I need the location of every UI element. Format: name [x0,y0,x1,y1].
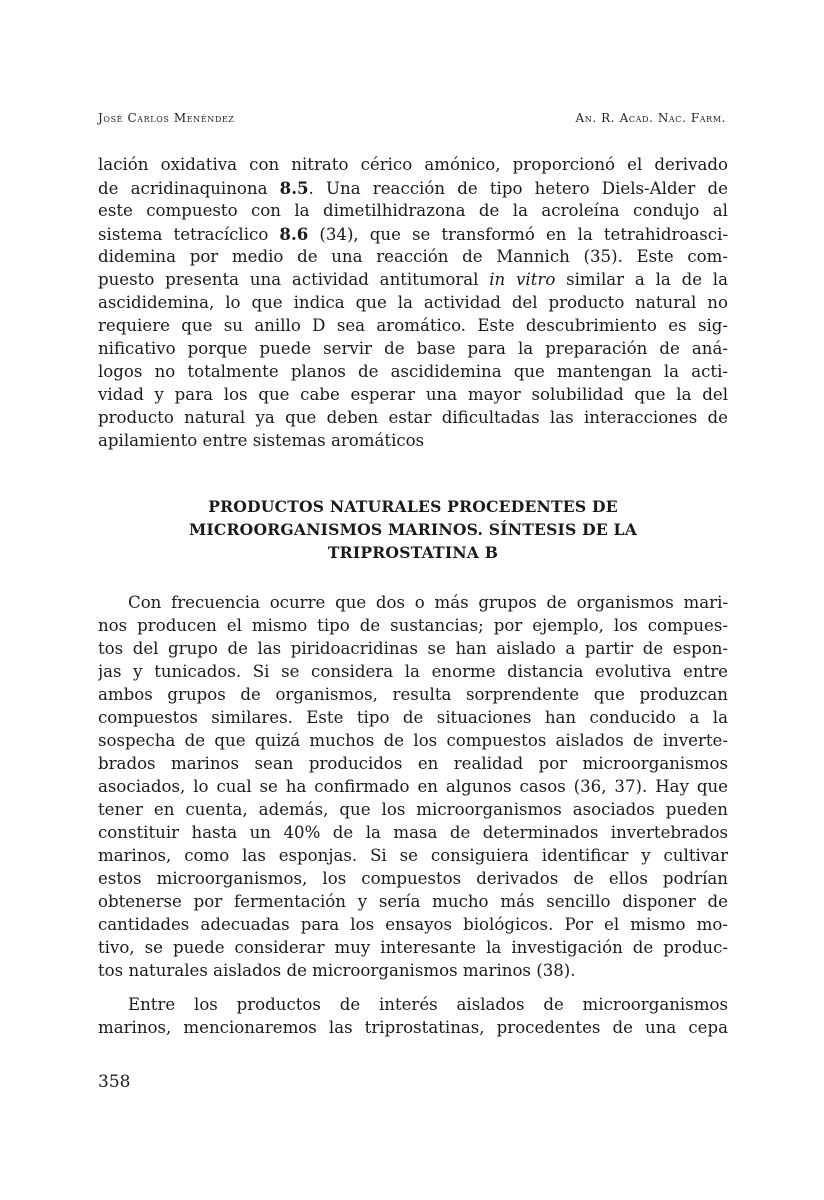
text-run: (34), que se transformó en la tetrahidroasci- [308,225,728,244]
paragraph-line: asociados, lo cual se ha confirmado en algunos casos (36, 37). Hay que [98,777,728,796]
paragraph-line: sospecha de que quizá muchos de los compuestos aislados de inverte- [98,731,728,750]
paragraph-line: tos naturales aislados de microorganismos marinos (38). [98,961,576,980]
paragraph-line: marinos, mencionaremos las triprostatinas, procedentes de una cepa [98,1018,728,1037]
paragraph-line: nos producen el mismo tipo de sustancias; por ejemplo, los compues- [98,616,728,635]
compound-number: 8.6 [279,224,309,244]
text-run: similar a la de la [555,270,728,289]
text-run: puesto presenta una actividad antitumoral [98,270,490,289]
running-head-journal: An. R. Acad. Nac. Farm. [575,111,726,125]
paragraph-line [98,177,728,199]
running-head-author: José Carlos Menéndez [98,111,235,125]
paragraph-line: nificativo porque puede servir de base para la preparación de aná- [98,339,728,358]
paragraph-line: producto natural ya que deben estar dificultadas las interacciones de [98,408,728,427]
paragraph-line: apilamiento entre sistemas aromáticos [98,431,425,450]
compound-number: 8.5 [279,178,309,198]
paragraph-line: Con frecuencia ocurre que dos o más grupos de organismos mari- [128,593,728,612]
paragraph-line [98,269,728,291]
paragraph-line: logos no totalmente planos de ascididemina que mantengan la acti- [98,362,728,381]
paragraph-line: tos del grupo de las piridoacridinas se han aislado a partir de espon- [98,639,728,658]
paragraph-line: vidad y para los que cabe esperar una mayor solubilidad que la del [98,385,728,404]
paragraph-line: constituir hasta un 40% de la masa de determinados invertebrados [98,823,728,842]
paragraph-line: ascididemina, lo que indica que la actividad del producto natural no [98,293,728,312]
section-heading-line: PRODUCTOS NATURALES PROCEDENTES DE [208,497,618,516]
text-run: . Una reacción de tipo hetero Diels-Alder de [308,179,728,198]
paragraph-line: tivo, se puede considerar muy interesante la investigación de produc- [98,938,728,957]
paragraph-line: cantidades adecuadas para los ensayos biológicos. Por el mismo mo- [98,915,728,934]
paragraph-line: este compuesto con la dimetilhidrazona de la acroleína condujo al [98,201,728,220]
page-number: 358 [98,1072,131,1092]
paragraph-line: lación oxidativa con nitrato cérico amónico, proporcionó el derivado [98,155,728,174]
paragraph-line: ambos grupos de organismos, resulta sorprendente que produzcan [98,685,728,704]
text-run: sistema tetracíclico [98,225,280,244]
paragraph-line: jas y tunicados. Si se considera la enorme distancia evolutiva entre [98,662,728,681]
paragraph-line: marinos, como las esponjas. Si se consiguiera identificar y cultivar [98,846,728,865]
paragraph-line: didemina por medio de una reacción de Mannich (35). Este com- [98,247,728,266]
paragraph-line: obtenerse por fermentación y sería mucho más sencillo disponer de [98,892,728,911]
paragraph-line [98,223,728,245]
paragraph-line: estos microorganismos, los compuestos derivados de ellos podrían [98,869,728,888]
text-run: de acridinaquinona [98,179,280,198]
italic-term: in vitro [489,270,556,289]
paragraph-line: requiere que su anillo D sea aromático. Este descubrimiento es sig- [98,316,728,335]
paragraph-line: compuestos similares. Este tipo de situaciones han conducido a la [98,708,728,727]
section-heading-line: TRIPROSTATINA B [327,543,499,562]
paragraph-line: Entre los productos de interés aislados de microorganismos [128,995,728,1014]
paragraph-line: tener en cuenta, además, que los microorganismos asociados pueden [98,800,728,819]
paragraph-line: brados marinos sean producidos en realidad por microorganismos [98,754,728,773]
section-heading-line: MICROORGANISMOS MARINOS. SÍNTESIS DE LA [188,520,638,539]
